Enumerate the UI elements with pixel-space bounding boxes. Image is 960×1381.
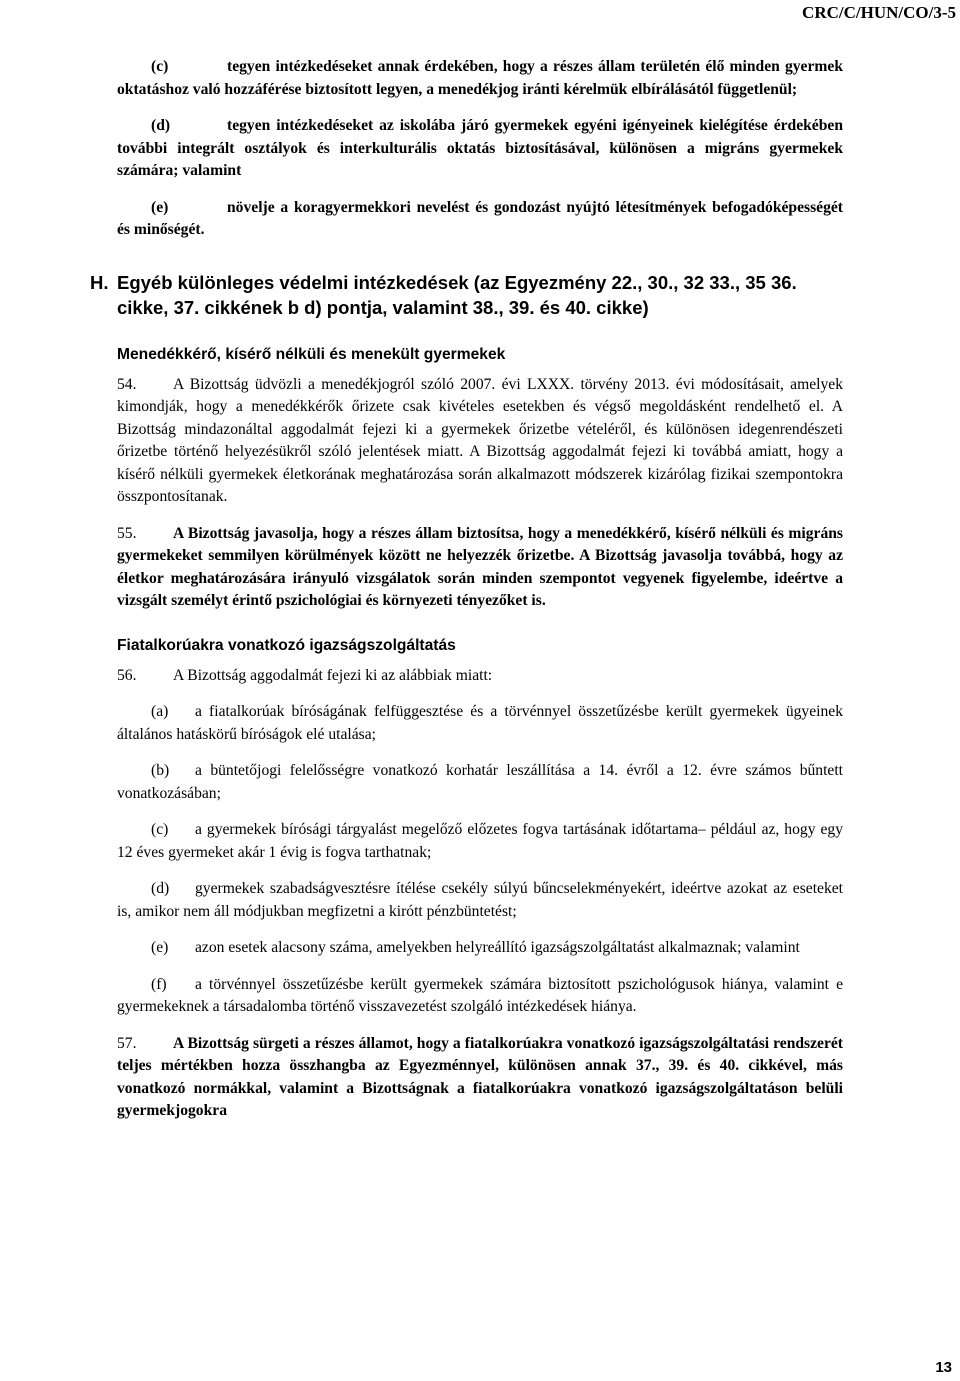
item-text: tegyen intézkedéseket az iskolába járó gyermekek egyéni igényeinek kielégítése érdekében további integrált osztályok és interkulturális oktatás biztosításával, különösen a migráns gyermekek számára; valamint	[117, 117, 843, 179]
list-item-b	[117, 760, 843, 805]
item-label: (d)	[151, 117, 171, 134]
item-label: (d)	[151, 880, 170, 897]
list-item-d	[117, 878, 843, 923]
paragraph-text: A Bizottság sürgeti a részes államot, hogy a fiatalkorúakra vonatkozó igazságszolgáltatási rendszerét teljes mértékben hozza összhangba az Egyezménnyel, különösen annak 37., 39. és 40. cikkével, más vonatkozó normákkal, valamint a Bizottságnak a fiatalkorúakra vonatkozó igazságszolgáltatáson belüli gyermekjogokra	[117, 1034, 843, 1119]
page-content	[90, 56, 843, 1123]
paragraph-56-items	[117, 701, 843, 1019]
item-text: tegyen intézkedéseket annak érdekében, hogy a részes állam területén élő minden gyermek oktatáshoz való hozzáférése biztosított legyen, a menedékjog iránti kérelmük elbírálásától függetlenül;	[117, 58, 843, 98]
paragraph-text: A Bizottság aggodalmát fejezi ki az alábbiak miatt:	[173, 666, 493, 684]
list-item-f	[117, 974, 843, 1019]
item-text: gyermekek szabadságvesztésre ítélése csekély súlyú bűncselekményekért, ideértve azokat az eseteket is, amikor nem áll módjukban megfizetni a kirótt pénzbüntetést;	[117, 880, 843, 920]
item-text: a büntetőjogi felelősségre vonatkozó korhatár leszállítása a 14. évről a 12. évre számos bűntett vonatkozásában;	[117, 762, 843, 802]
item-e-top	[117, 197, 843, 242]
paragraph-number: 54.	[117, 375, 137, 393]
paragraph-number: 55.	[117, 524, 137, 542]
item-c-top	[117, 56, 843, 101]
paragraph-number: 56.	[117, 666, 137, 684]
subheading-juvenile-justice: Fiatalkorúakra vonatkozó igazságszolgáltatás	[117, 636, 456, 654]
list-item-a	[117, 701, 843, 746]
section-title: Egyéb különleges védelmi intézkedések (az Egyezmény 22., 30., 32 33., 35 36. cikke, 37. cikkének b d) pontja, valamint 38., 39. és 40. cikke)	[117, 271, 797, 318]
paragraph-55	[117, 523, 843, 613]
section-letter: H.	[90, 271, 109, 293]
section-heading	[90, 270, 843, 320]
paragraph-text: A Bizottság üdvözli a menedékjogról szóló 2007. évi LXXX. törvény 2013. évi módosításait, amelyek kimondják, hogy a menedékkérők őrizete csak kivételes esetekben és végső megoldásként rendelhető el. A Bizottság mindazonáltal aggodalmát fejezi ki a gyermekek őrizetbe vételéről, és különösen idegenrendészeti őrizetbe történő helyezésükről szóló jelentések miatt. A Bizottság aggodalmát fejezi ki továbbá amiatt, hogy a kísérő nélküli gyermekek életkorának meghatározása során alkalmazott módszerek kizárólag fizikai szempontokra összpontosítanak.	[117, 375, 843, 505]
item-text: azon esetek alacsony száma, amelyekben helyreállító igazságszolgáltatást alkalmaznak; valamint	[195, 939, 800, 956]
item-label: (c)	[151, 58, 169, 75]
item-text: a fiatalkorúak bíróságának felfüggesztése és a törvénnyel összetűzésbe került gyermekek ügyeinek általános hatáskörű bíróságok elé utalása;	[117, 703, 843, 743]
page-number: 13	[935, 1359, 952, 1376]
list-item-c	[117, 819, 843, 864]
paragraph-54	[117, 374, 843, 509]
paragraph-number: 57.	[117, 1034, 137, 1052]
paragraph-text: A Bizottság javasolja, hogy a részes állam biztosítsa, hogy a menedékkérő, kísérő nélküli és migráns gyermekeket semmilyen körülmények között ne helyezzék őrizetbe. A Bizottság javasolja továbbá, hogy az életkor meghatározására irányuló vizsgálatok során minden szempontot vegyenek figyelembe, ideértve a vizsgált személyt érintő pszichológiai és környezeti tényezőket is.	[117, 524, 843, 609]
document-code: CRC/C/HUN/CO/3-5	[802, 3, 956, 22]
item-label: (f)	[151, 975, 167, 993]
item-d-top	[117, 115, 843, 183]
list-item-e	[117, 937, 843, 960]
item-label: (a)	[151, 703, 169, 720]
item-label: (c)	[151, 821, 169, 838]
item-text: a törvénnyel összetűzésbe került gyermekek számára biztosított pszichológusok hiánya, valamint e gyermekeknek a társadalomba történő visszavezetést szolgáló intézkedések hiánya.	[117, 975, 843, 1015]
item-label: (e)	[151, 939, 169, 956]
item-text: növelje a koragyermekkori nevelést és gondozást nyújtó létesítmények befogadóképességét és minőségét.	[117, 198, 843, 238]
paragraph-56	[117, 665, 843, 688]
subheading-asylum: Menedékkérő, kísérő nélküli és menekült gyermekek	[117, 345, 506, 363]
paragraph-57	[117, 1033, 843, 1123]
item-text: a gyermekek bírósági tárgyalást megelőző előzetes fogva tartásának időtartama– például az, hogy egy 12 éves gyermeket akár 1 évig is fogva tarthatnak;	[117, 821, 843, 861]
item-label: (e)	[151, 198, 169, 216]
item-label: (b)	[151, 762, 170, 779]
